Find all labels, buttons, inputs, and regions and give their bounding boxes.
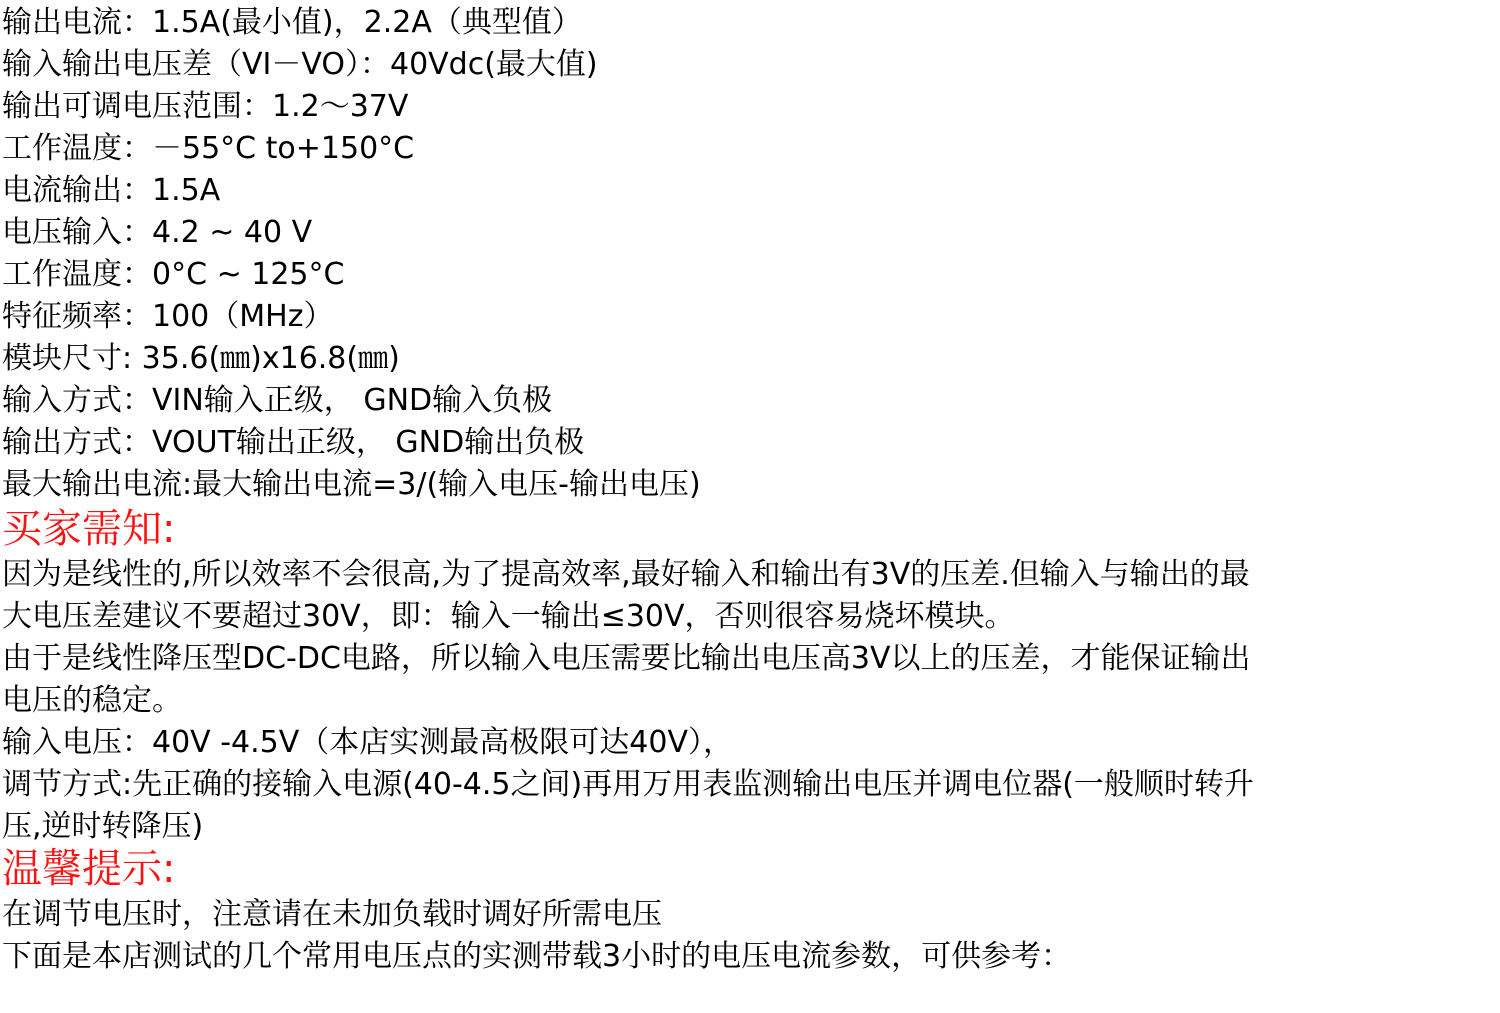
- buyer-notice-line: 因为是线性的,所以效率不会很高,为了提高效率,最好输入和输出有3V的压差.但输入与输出的最: [2, 557, 1250, 592]
- buyer-notice-line: 压,逆时转降压): [2, 809, 204, 844]
- spec-module-size: 模块尺寸: 35.6(㎜)x16.8(㎜): [2, 341, 400, 376]
- spec-max-output-current: 最大输出电流:最大输出电流=3/(输入电压-输出电压): [2, 467, 701, 502]
- spec-current-output: 电流输出：1.5A: [2, 173, 221, 208]
- spec-output-method: 输出方式：VOUT输出正级， GND输出负极: [2, 425, 585, 460]
- spec-voltage-input: 电压输入：4.2 ~ 40 V: [2, 215, 313, 250]
- spec-input-method: 输入方式：VIN输入正级， GND输入负极: [2, 383, 553, 418]
- warm-tip-heading: 温馨提示:: [2, 846, 176, 892]
- buyer-notice-line: 输入电压：40V -4.5V（本店实测最高极限可达40V），: [2, 725, 733, 760]
- buyer-notice-line: 调节方式:先正确的接输入电源(40-4.5之间)再用万用表监测输出电压并调电位器(一般顺时转升: [2, 767, 1254, 802]
- spec-characteristic-frequency: 特征频率：100（MHz）: [2, 299, 334, 334]
- buyer-notice-heading: 买家需知:: [2, 506, 176, 552]
- spec-adjustable-range: 输出可调电压范围：1.2～37V: [2, 89, 409, 124]
- buyer-notice-line: 电压的稳定。: [2, 683, 182, 718]
- warm-tip-line: 在调节电压时，注意请在未加负载时调好所需电压: [2, 897, 662, 932]
- spec-io-voltage-difference: 输入输出电压差（VI－VO）：40Vdc(最大值): [2, 47, 598, 82]
- buyer-notice-line: 大电压差建议不要超过30V，即：输入一输出≤30V，否则很容易烧坏模块。: [2, 599, 1015, 634]
- warm-tip-line: 下面是本店测试的几个常用电压点的实测带载3小时的电压电流参数，可供参考：: [2, 939, 1072, 974]
- spec-operating-temperature: 工作温度：－55°C to+150°C: [2, 131, 415, 166]
- buyer-notice-line: 由于是线性降压型DC-DC电路，所以输入电压需要比输出电压高3V以上的压差，才能保证输出: [2, 641, 1251, 676]
- spec-output-current: 输出电流：1.5A(最小值)，2.2A（典型值）: [2, 5, 582, 40]
- spec-operating-temperature-2: 工作温度：0°C ~ 125°C: [2, 257, 345, 292]
